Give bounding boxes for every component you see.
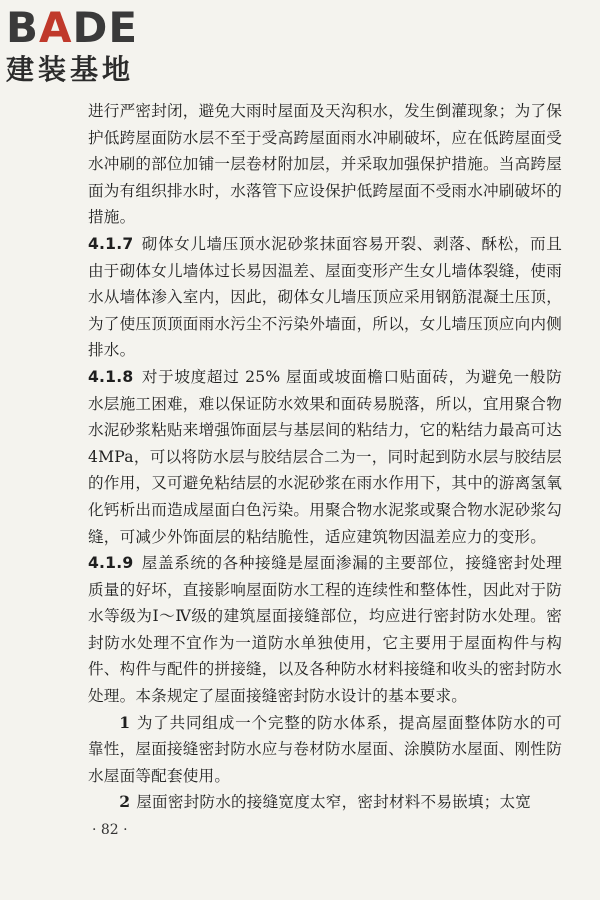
- clause-number: 4.1.7: [88, 234, 134, 253]
- item-number: 1: [119, 712, 131, 732]
- clause-text: 砌体女儿墙压顶水泥砂浆抹面容易开裂、剥落、酥松，而且由于砌体女儿墙体过长易因温差、屋面变形产生女儿墙体裂缝，使雨水从墙体渗入室内，因此，砌体女儿墙压顶应采用钢筋混凝土压顶，为了使压顶顶面雨水污尘不污染外墙面，所以，女儿墙压顶应向内侧排水。: [88, 234, 562, 360]
- bade-logo: [6, 4, 181, 94]
- clause-number: 4.1.8: [88, 367, 134, 386]
- clause-text: 对于坡度超过 25% 屋面或坡面檐口贴面砖，为避免一般防水层施工困难，难以保证防水效果和面砖易脱落，所以，宜用聚合物水泥砂浆粘贴来增强饰面层与基层间的粘结力，它的粘结力最高可达 4MPa，可以将防水层与胶结层合二为一，同时起到防水层与胶结层的作用，又可避免粘结层的水泥砂浆在雨水作用下，其中的游离氢氧化钙析出而造成屋面白色污染。用聚合物水泥浆或聚合物水泥砂浆勾缝，可减少外饰面层的粘结脆性，适应建筑物因温差应力的变形。: [88, 367, 562, 546]
- paragraph-continuation: 进行严密封闭，避免大雨时屋面及天沟积水，发生倒灌现象；为了保护低跨屋面防水层不至于受高跨屋面雨水冲刷破坏，应在低跨屋面受水冲刷的部位加铺一层卷材附加层，并采取加强保护措施。当高跨屋面为有组织排水时，水落管下应设保护低跨屋面不受雨水冲刷破坏的措施。: [88, 102, 562, 227]
- item-text: 屋面密封防水的接缝宽度太窄，密封材料不易嵌填；太宽: [136, 793, 532, 812]
- clause-4-1-7: [88, 231, 562, 364]
- page-number: · 82 ·: [92, 822, 128, 838]
- clause-number: 4.1.9: [88, 554, 134, 573]
- clause-4-1-8: [88, 364, 562, 550]
- sub-item-1: [88, 710, 562, 790]
- clause-text: 屋盖系统的各种接缝是屋面渗漏的主要部位，接缝密封处理质量的好坏，直接影响屋面防水工程的连续性和整体性，因此对于防水等级为Ⅰ～Ⅳ级的建筑屋面接缝部位，均应进行密封防水处理。密封防水处理不宜作为一道防水单独使用，它主要用于屋面构件与构件、构件与配件的拼接缝，以及各种防水材料接缝和收头的密封防水处理。本条规定了屋面接缝密封防水设计的基本要求。: [88, 554, 562, 706]
- logo-subtitle: 建装基地: [6, 53, 135, 86]
- item-text: 为了共同组成一个完整的防水体系，提高屋面整体防水的可靠性，屋面接缝密封防水应与卷材防水屋面、涂膜防水屋面、刚性防水屋面等配套使用。: [88, 713, 562, 785]
- document-body: [88, 98, 562, 816]
- logo-wordmark: BADE: [6, 3, 139, 52]
- sub-item-2: [88, 789, 562, 816]
- clause-4-1-9: [88, 550, 562, 710]
- item-number: 2: [119, 792, 131, 812]
